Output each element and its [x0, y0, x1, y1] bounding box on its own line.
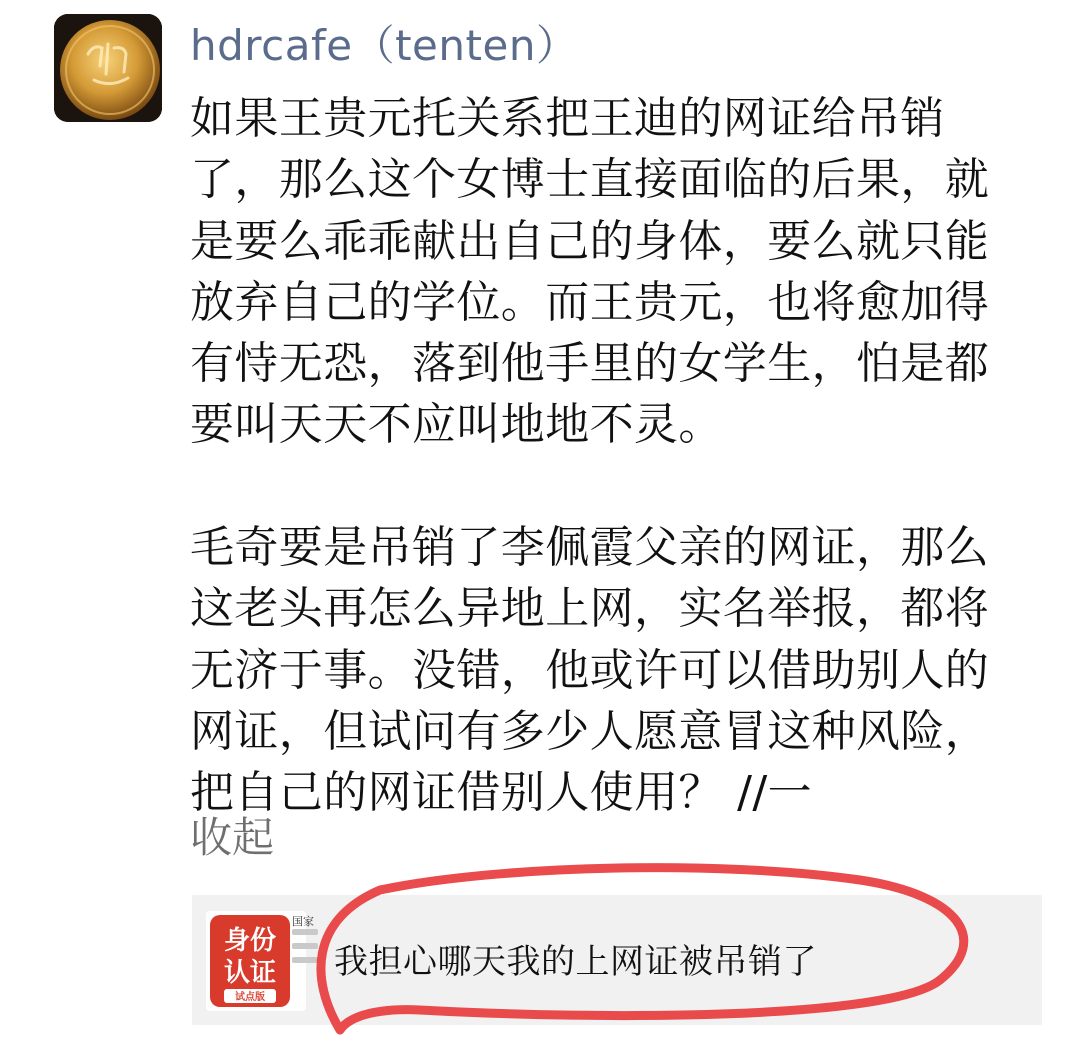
- shared-link-title: 我担心哪天我的上网证被吊销了: [334, 942, 817, 982]
- thumbnail-line: [292, 929, 318, 935]
- thumbnail-text-top: 身份: [223, 926, 277, 956]
- thumbnail-side-text: [292, 915, 318, 991]
- gold-coin-icon: [54, 14, 162, 122]
- thumbnail-line: [292, 943, 318, 949]
- thumbnail-line: [292, 957, 318, 963]
- id-certification-app-icon: [206, 911, 306, 1011]
- avatar[interactable]: [54, 14, 162, 122]
- collapse-button[interactable]: 收起: [190, 813, 275, 862]
- thumbnail-side-label: 国家: [292, 915, 314, 928]
- author-name[interactable]: hdrcafe（tenten）: [190, 21, 579, 70]
- post-body: 如果王贵元托关系把王迪的网证给吊销 了，那么这个女博士直接面临的后果，就 是要么乖乖献出自己的身体，要么就只能 放弃自己的学位。而王贵元，也将愈加得 有恃无恐，落到他手里的女学生，怕是都 要叫天天不应叫地地不灵。 毛奇要是吊销了李佩霞父亲的网证，那么 这老头再怎么异地上网，实名举报，都将 无济于事。没错，他或许可以借助别人的 网证，但试问有多少人愿意冒这种风险， 把自己的网证借别人使用？ //一: [190, 93, 990, 819]
- shared-link-thumbnail: [206, 911, 306, 1011]
- thumbnail-caption: 试点版: [235, 992, 265, 1003]
- thumbnail-text-bottom: 认证: [223, 958, 277, 988]
- shared-link-card[interactable]: [192, 895, 1042, 1025]
